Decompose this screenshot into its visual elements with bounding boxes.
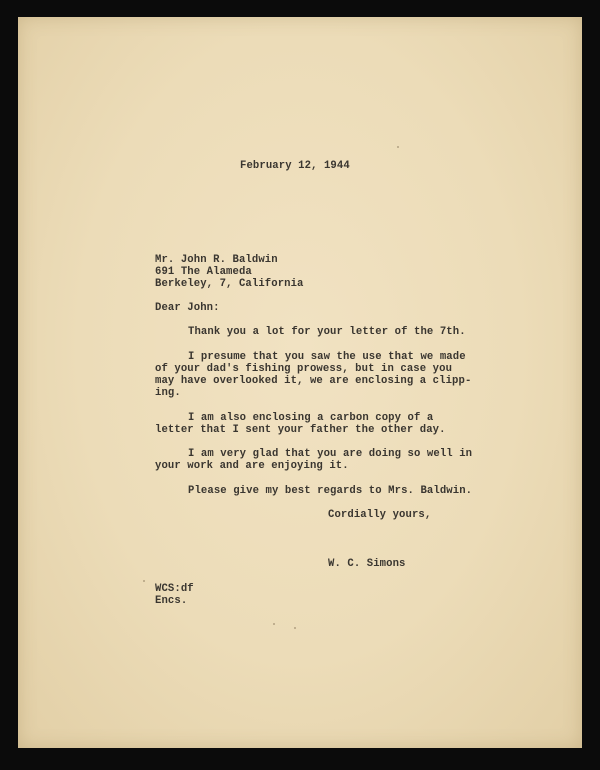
paragraph-2-line-3: may have overlooked it, we are enclosing a clipp- [155,375,472,387]
letter-page [18,17,582,748]
paragraph-1-line-1: Thank you a lot for your letter of the 7th. [188,326,466,338]
reference-initials: WCS:df [155,583,194,595]
salutation: Dear John: [155,302,220,314]
signature-name: W. C. Simons [328,558,406,570]
address-line-street: 691 The Alameda [155,266,252,278]
paragraph-3-line-2: letter that I sent your father the other day. [155,424,446,436]
address-line-name: Mr. John R. Baldwin [155,254,278,266]
paper-speck [397,146,399,148]
paper-speck [143,580,145,582]
paragraph-2-line-1: I presume that you saw the use that we made [188,351,466,363]
paragraph-3-line-1: I am also enclosing a carbon copy of a [188,412,434,424]
paper-speck [294,627,296,629]
address-line-city: Berkeley, 7, California [155,278,304,290]
paragraph-4-line-2: your work and are enjoying it. [155,460,349,472]
paragraph-2-line-2: of your dad's fishing prowess, but in case you [155,363,453,375]
closing: Cordially yours, [328,509,432,521]
letter-date: February 12, 1944 [240,160,350,172]
enclosure-note: Encs. [155,595,188,607]
paragraph-4-line-1: I am very glad that you are doing so well in [188,448,473,460]
paragraph-2-line-4: ing. [155,387,181,399]
paper-speck [273,623,275,625]
paragraph-5-line-1: Please give my best regards to Mrs. Baldwin. [188,485,473,497]
